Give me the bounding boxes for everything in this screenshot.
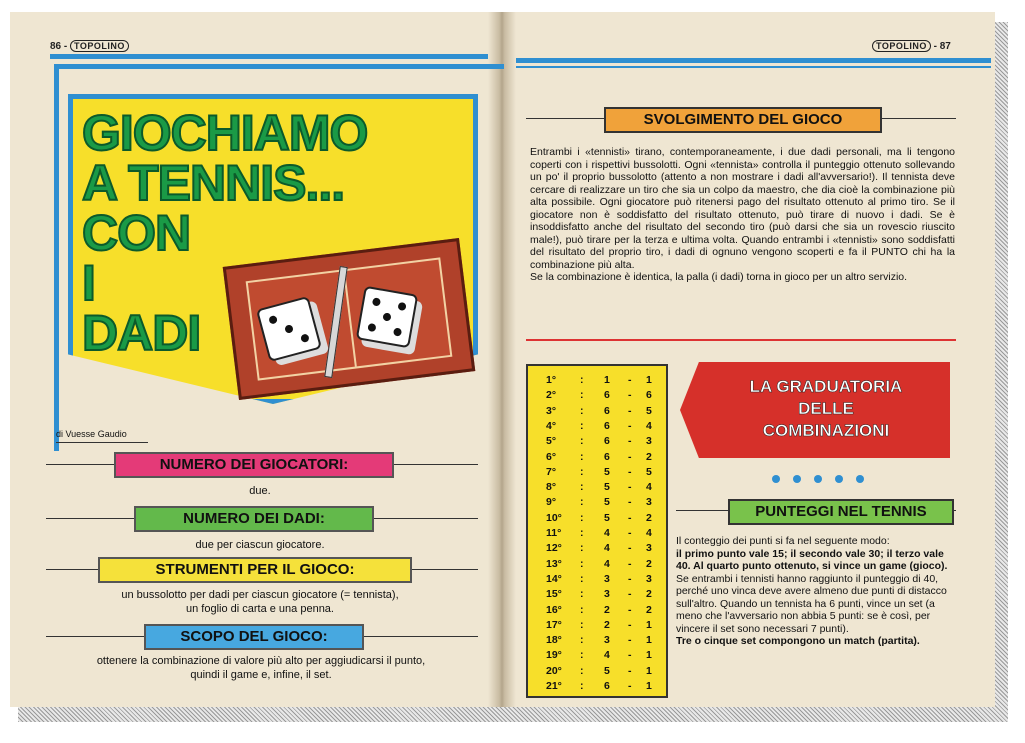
ranking-sep: - — [628, 603, 632, 616]
punteggi-body — [676, 535, 954, 648]
dot — [814, 475, 822, 483]
ranking-row — [528, 420, 666, 434]
ranking-sep: - — [628, 634, 632, 647]
ranking-die-a: 2 — [604, 603, 610, 616]
ranking-row — [528, 512, 666, 526]
ranking-sep: : — [580, 603, 584, 616]
ranking-die-b: 5 — [646, 465, 652, 478]
svolgimento-body — [530, 146, 955, 284]
ranking-die-b: 3 — [646, 435, 652, 448]
ranking-die-b: 5 — [646, 404, 652, 417]
ranking-die-a: 3 — [604, 572, 610, 585]
ranking-sep: : — [580, 389, 584, 402]
ranking-sep: : — [580, 634, 584, 647]
ranking-die-a: 6 — [604, 389, 610, 402]
punteggi-line-3: Se entrambi i tennisti hanno raggiunto il punteggio di 40, perché uno vinca deve avere almeno due punti di distacco sull'altro. Quando un tennista ha 6 punti, vince un set (a meno che l'avversario non abbia 5 punti: se è così, per vincere il set sono necessari 7 punti). — [676, 572, 947, 635]
section-heading-giocatori: NUMERO DEI GIOCATORI: — [114, 452, 394, 478]
ranking-sep: - — [628, 527, 632, 539]
ranking-rank: 5° — [546, 435, 557, 448]
ranking-die-a: 6 — [604, 680, 610, 692]
svolgimento-paragraph: Entrambi i «tennisti» tirano, contemporaneamente, i due dadi personali, ma li tengono coperti con i rispettivi bussolotti. Ogni «tennista» controlla il punteggio ottenuto sollevando un po' il proprio bussolotto (attento a non mostrare i dadi all'avversario!). Il tennista deve cercare di realizzare un tiro che sia un colpo da maestro, che dia cioè la combinazione più alta possibile. Ogni giocatore può ritenersi pago del risultato ottenuto al primo tiro. Se il giocatore non è soddisfatto del risultato ottenuto, può tirare di nuovo i dadi. Se è insoddisfatto anche del risultato del secondo tiro (può darsi che sia un rovescio riuscito male!), può tirare per la terza e ultima volta. Quando entrambi i «tennisti» sono soddisfatti del risultato del proprio tiro, i dadi di ognuno vengono scoperti e fa il PUNTO chi ha la combinazione più alta. — [530, 146, 955, 271]
section-heading-dadi: NUMERO DEI DADI: — [134, 506, 374, 532]
ranking-row — [528, 374, 666, 388]
die-right — [356, 286, 419, 349]
ranking-rank: 8° — [546, 481, 557, 494]
dot — [772, 475, 780, 483]
ranking-sep: - — [628, 374, 632, 386]
ranking-die-b: 4 — [646, 481, 652, 494]
ranking-rank: 14° — [546, 572, 562, 585]
ranking-sep: - — [628, 572, 632, 585]
punteggi-heading: PUNTEGGI NEL TENNIS — [728, 499, 954, 525]
ranking-row — [528, 527, 666, 541]
ranking-sep: - — [628, 435, 632, 448]
ranking-die-b: 1 — [646, 649, 652, 662]
ranking-die-a: 5 — [604, 465, 610, 478]
ranking-row — [528, 466, 666, 480]
ranking-row — [528, 389, 666, 403]
ranking-rank: 15° — [546, 588, 562, 601]
court-centre-line — [343, 271, 357, 367]
ranking-rank: 3° — [546, 404, 557, 417]
ranking-sep: : — [580, 496, 584, 509]
ranking-rank: 12° — [546, 542, 562, 555]
ranking-sep: - — [628, 588, 632, 601]
ranking-sep: : — [580, 649, 584, 662]
ranking-die-b: 2 — [646, 511, 652, 524]
magazine-spread — [10, 12, 995, 707]
ranking-sep: - — [628, 680, 632, 692]
die-pip — [284, 324, 294, 334]
ranking-sep: - — [628, 465, 632, 478]
ranking-row — [528, 496, 666, 510]
ranking-die-b: 2 — [646, 557, 652, 570]
ranking-die-b: 6 — [646, 389, 652, 402]
ranking-sep: : — [580, 572, 584, 585]
ranking-sep: : — [580, 374, 584, 386]
ranking-sep: : — [580, 680, 584, 692]
die-pip — [268, 315, 278, 325]
ranking-row — [528, 619, 666, 633]
dot — [793, 475, 801, 483]
right-page-number: - 87 — [933, 41, 951, 52]
die-pip — [300, 333, 310, 343]
ranking-row — [528, 634, 666, 648]
right-top-rule-thin — [516, 66, 991, 68]
left-top-rule — [50, 54, 488, 59]
ranking-sep: - — [628, 419, 632, 432]
ranking-die-b: 3 — [646, 542, 652, 555]
ranking-sep: : — [580, 527, 584, 539]
ranking-sep: : — [580, 588, 584, 601]
ranking-sep: - — [628, 481, 632, 494]
ranking-sep: - — [628, 664, 632, 677]
die-pip — [393, 327, 402, 336]
ranking-rank: 11° — [546, 527, 562, 539]
ranking-die-b: 2 — [646, 450, 652, 463]
ranking-row — [528, 573, 666, 587]
ranking-sep: : — [580, 465, 584, 478]
ranking-die-b: 4 — [646, 419, 652, 432]
ranking-rank: 17° — [546, 618, 562, 631]
ranking-table — [526, 364, 668, 698]
ranking-sep: : — [580, 618, 584, 631]
topolino-logo: TOPOLINO — [70, 40, 129, 52]
ranking-row — [528, 481, 666, 495]
punteggi-line-2: il primo punto vale 15; il secondo vale 30; il terzo vale 40. Al quarto punto ottenuto, si vince un game (gioco). — [676, 547, 948, 572]
ranking-row — [528, 542, 666, 556]
title-line-5: DADI — [82, 305, 201, 361]
ranking-die-a: 6 — [604, 404, 610, 417]
ranking-rank: 4° — [546, 419, 557, 432]
ranking-die-a: 3 — [604, 588, 610, 601]
section-heading-strumenti: STRUMENTI PER IL GIOCO: — [98, 557, 412, 583]
ranking-sep: - — [628, 557, 632, 570]
section-text-giocatori: due. — [249, 485, 271, 497]
ranking-die-a: 5 — [604, 511, 610, 524]
ranking-row — [528, 588, 666, 602]
ranking-row — [528, 435, 666, 449]
ranking-sep: - — [628, 542, 632, 555]
ranking-die-b: 1 — [646, 374, 652, 386]
ranking-die-b: 3 — [646, 572, 652, 585]
punteggi-line-4: Tre o cinque set compongono un match (partita). — [676, 635, 920, 647]
title-line-2: A TENNIS... — [82, 155, 345, 211]
section-text-dadi: due per ciascun giocatore. — [195, 539, 325, 551]
ranking-sep: - — [628, 511, 632, 524]
svolgimento-heading: SVOLGIMENTO DEL GIOCO — [604, 107, 882, 133]
section-heading-scopo: SCOPO DEL GIOCO: — [144, 624, 364, 650]
section-text-strumenti: un bussolotto per dadi per ciascun giocatore (= tennista), un foglio di carta e una penna. — [121, 589, 399, 615]
ranking-die-a: 5 — [604, 496, 610, 509]
ranking-die-a: 4 — [604, 649, 610, 662]
die-pip — [372, 297, 381, 306]
ranking-sep: - — [628, 389, 632, 402]
ranking-sep: - — [628, 450, 632, 463]
ranking-sep: : — [580, 481, 584, 494]
ranking-rank: 10° — [546, 511, 562, 524]
ranking-die-a: 1 — [604, 374, 610, 386]
graduatoria-line-2: DELLE — [798, 399, 854, 418]
ranking-row — [528, 405, 666, 419]
die-pip — [397, 302, 406, 311]
graduatoria-heading — [710, 376, 942, 442]
ranking-rank: 9° — [546, 496, 557, 509]
byline-rule — [56, 442, 148, 443]
right-folio — [872, 40, 951, 52]
ranking-row — [528, 558, 666, 572]
ranking-sep: : — [580, 664, 584, 677]
ranking-row — [528, 649, 666, 663]
section-text-scopo: ottenere la combinazione di valore più alto per aggiudicarsi il punto, quindi il game e, infine, il set. — [96, 655, 426, 681]
ranking-rank: 1° — [546, 374, 557, 386]
graduatoria-line-1: LA GRADUATORIA — [749, 377, 903, 396]
left-folio — [50, 40, 129, 52]
ranking-rank: 18° — [546, 634, 562, 647]
ranking-rank: 13° — [546, 557, 562, 570]
ranking-sep: : — [580, 511, 584, 524]
ranking-rank: 2° — [546, 389, 557, 402]
ranking-rank: 20° — [546, 664, 562, 677]
ranking-die-a: 6 — [604, 450, 610, 463]
ranking-sep: - — [628, 649, 632, 662]
ranking-die-a: 6 — [604, 419, 610, 432]
graduatoria-line-3: COMBINAZIONI — [762, 421, 890, 440]
ranking-rank: 7° — [546, 465, 557, 478]
ranking-rank: 21° — [546, 680, 562, 692]
ranking-sep: - — [628, 404, 632, 417]
punteggi-line-1: Il conteggio dei punti si fa nel seguente modo: — [676, 535, 890, 547]
ranking-die-b: 3 — [646, 496, 652, 509]
ranking-die-a: 5 — [604, 664, 610, 677]
ranking-row — [528, 680, 666, 694]
ranking-die-a: 6 — [604, 435, 610, 448]
ranking-die-b: 2 — [646, 603, 652, 616]
ranking-die-b: 1 — [646, 634, 652, 647]
ranking-die-b: 1 — [646, 618, 652, 631]
die-pip — [382, 312, 391, 321]
ranking-sep: : — [580, 404, 584, 417]
ranking-die-a: 2 — [604, 618, 610, 631]
svolgimento-paragraph-2: Se la combinazione è identica, la palla (i dadi) torna in gioco per un altro servizio. — [530, 271, 908, 283]
ranking-die-b: 1 — [646, 664, 652, 677]
dot — [835, 475, 843, 483]
ranking-sep: : — [580, 419, 584, 432]
die-pip — [367, 323, 376, 332]
right-top-rule — [516, 58, 991, 63]
dot-separator — [772, 470, 877, 488]
ranking-row — [528, 604, 666, 618]
topolino-logo: TOPOLINO — [872, 40, 931, 52]
title-line-1: GIOCHIAMO — [82, 105, 368, 161]
ranking-sep: : — [580, 542, 584, 555]
ranking-sep: - — [628, 496, 632, 509]
ranking-rank: 6° — [546, 450, 557, 463]
ranking-die-b: 4 — [646, 527, 652, 539]
ranking-sep: : — [580, 557, 584, 570]
ranking-row — [528, 451, 666, 465]
ranking-rank: 16° — [546, 603, 562, 616]
ranking-die-a: 3 — [604, 634, 610, 647]
ranking-sep: : — [580, 450, 584, 463]
ranking-rank: 19° — [546, 649, 562, 662]
red-divider — [526, 339, 956, 341]
ranking-die-a: 5 — [604, 481, 610, 494]
left-page-number: 86 - — [50, 41, 68, 52]
ranking-die-a: 4 — [604, 542, 610, 555]
ranking-die-b: 1 — [646, 680, 652, 692]
dot — [856, 475, 864, 483]
ranking-die-b: 2 — [646, 588, 652, 601]
title-line-3: CON — [82, 205, 191, 261]
ranking-sep: - — [628, 618, 632, 631]
byline: di Vuesse Gaudio — [56, 429, 127, 439]
ranking-sep: : — [580, 435, 584, 448]
ranking-row — [528, 665, 666, 679]
title-line-4: I — [82, 255, 95, 311]
ranking-die-a: 4 — [604, 527, 610, 539]
ranking-die-a: 4 — [604, 557, 610, 570]
